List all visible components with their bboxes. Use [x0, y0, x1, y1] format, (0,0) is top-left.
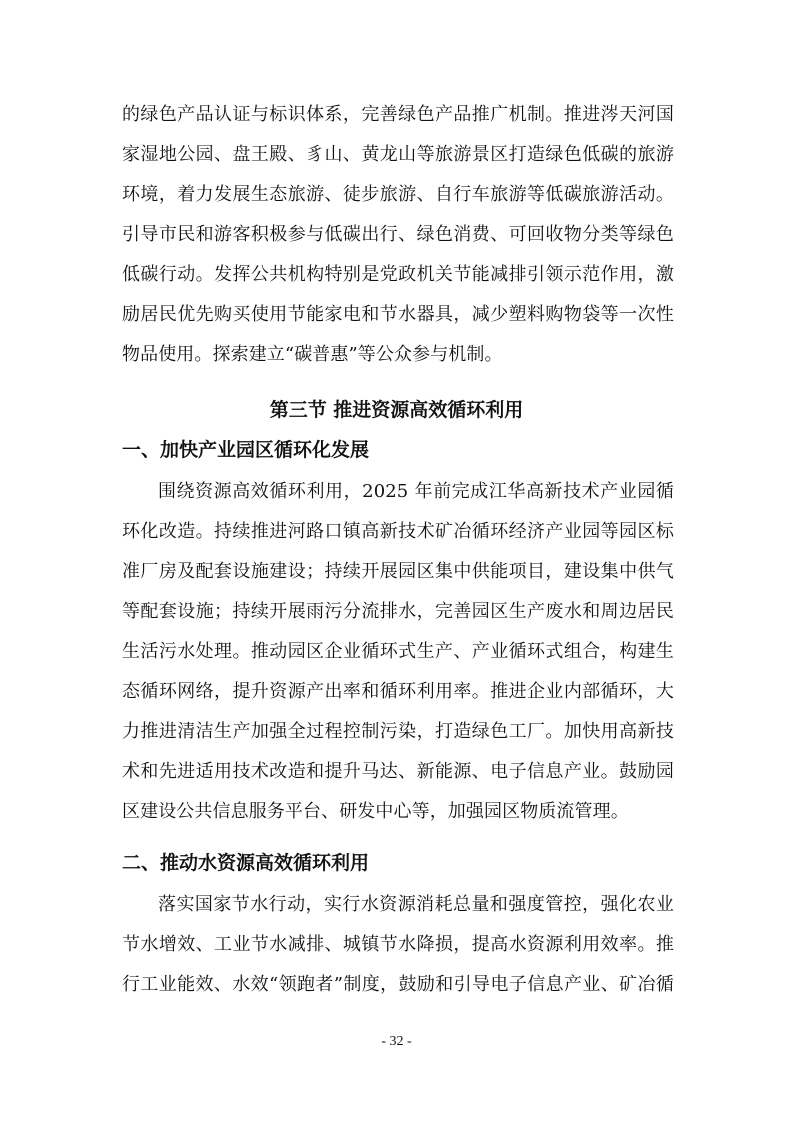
page-number: - 32 - [381, 1034, 412, 1049]
paragraph1-line-1: 的绿色产品认证与标识体系，完善绿色产品推广机制。推进涔天河国 [122, 104, 674, 125]
paragraph2-line-1: 围绕资源高效循环利用，2025 年前完成江华高新技术产业园循 [158, 481, 674, 502]
paragraph1-line-6: 励居民优先购买使用节能家电和节水器具，减少塑料购物袋等一次性 [122, 304, 674, 325]
paragraph1-line-2: 家湿地公园、盘王殿、豸山、黄龙山等旅游景区打造绿色低碳的旅游 [122, 144, 674, 165]
section-title: 第三节 推进资源高效循环利用 [269, 399, 524, 421]
paragraph2-line-3: 准厂房及配套设施建设；持续开展园区集中供能项目，建设集中供气 [122, 561, 674, 582]
paragraph1-line-4: 引导市民和游客积极参与低碳出行、绿色消费、可回收物分类等绿色 [122, 224, 674, 245]
paragraph2-line-8: 术和先进适用技术改造和提升马达、新能源、电子信息产业。鼓励园 [122, 761, 674, 782]
paragraph2-line-4: 等配套设施；持续开展雨污分流排水，完善园区生产废水和周边居民 [122, 601, 674, 622]
paragraph3-line-3: 行工业能效、水效“领跑者”制度，鼓励和引导电子信息产业、矿冶循 [122, 974, 674, 995]
paragraph2-line-5: 生活污水处理。推动园区企业循环式生产、产业循环式组合，构建生 [122, 641, 674, 662]
heading-water-resources: 二、推动水资源高效循环利用 [122, 852, 370, 874]
paragraph2-line-6: 态循环网络，提升资源产出率和循环利用率。推进企业内部循环，大 [122, 681, 674, 702]
heading-circular-industrial-parks: 一、加快产业园区循环化发展 [122, 439, 370, 461]
paragraph2-line-7: 力推进清洁生产加强全过程控制污染，打造绿色工厂。加快用高新技 [122, 721, 674, 742]
paragraph1-line-3: 环境，着力发展生态旅游、徒步旅游、自行车旅游等低碳旅游活动。 [122, 184, 674, 205]
paragraph2-line-9: 区建设公共信息服务平台、研发中心等，加强园区物质流管理。 [122, 801, 629, 822]
paragraph1-line-5: 低碳行动。发挥公共机构特别是党政机关节能减排引领示范作用，激 [122, 264, 674, 285]
paragraph3-line-2: 节水增效、工业节水减排、城镇节水降损，提高水资源利用效率。推 [122, 934, 674, 955]
paragraph1-line-7: 物品使用。探索建立“碳普惠”等公众参与机制。 [122, 344, 503, 365]
paragraph3-line-1: 落实国家节水行动，实行水资源消耗总量和强度管控，强化农业 [158, 894, 674, 915]
paragraph2-line-2: 环化改造。持续推进河路口镇高新技术矿冶循环经济产业园等园区标 [122, 521, 674, 542]
